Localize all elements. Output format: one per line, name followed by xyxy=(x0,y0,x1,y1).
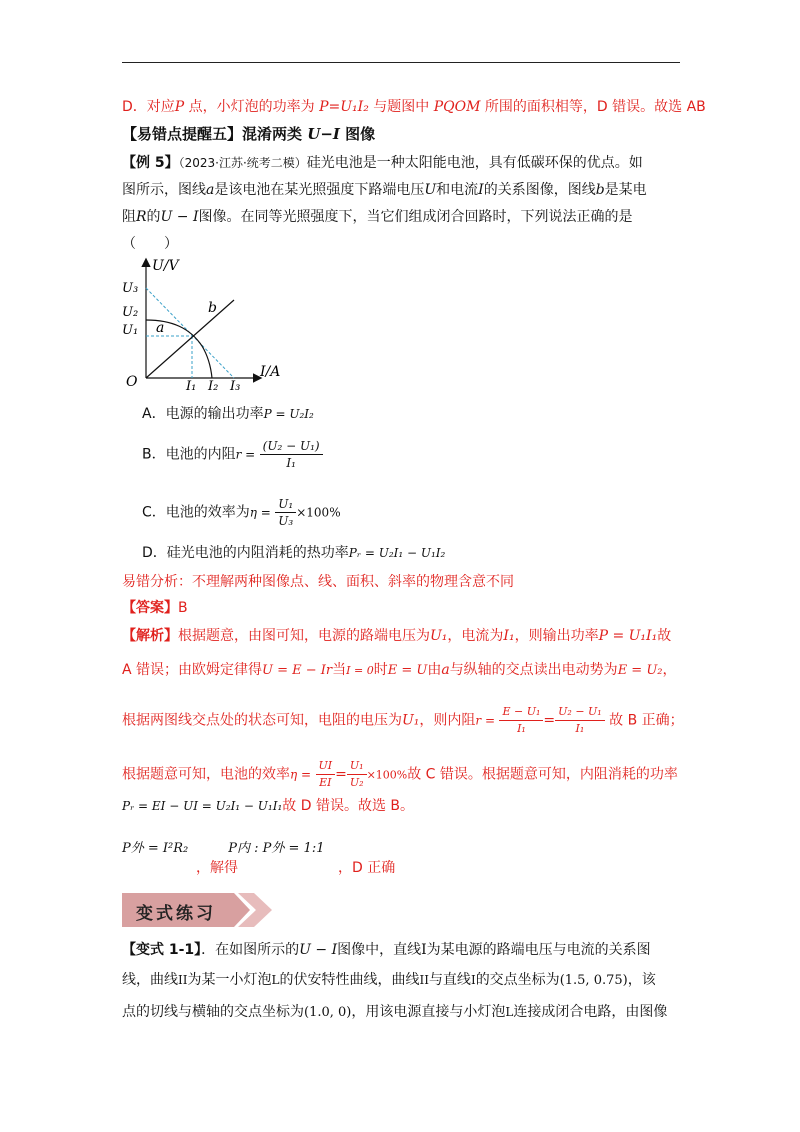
i2-label: I₂ xyxy=(208,379,219,390)
i1-label: I₁ xyxy=(186,379,197,390)
solution-line-2: A 错误；由欧姆定律得U = E − Ir当I = 0时E = U由a与纵轴的交点读出电动势为E = U₂， xyxy=(122,662,677,678)
option-d: D．硅光电池的内阻消耗的热功率Pᵣ = U₂I₁ − U₁I₂ xyxy=(142,545,446,561)
line-b xyxy=(146,300,234,378)
line-b-label: b xyxy=(208,300,217,316)
example-line-2: 图所示，图线a是该电池在某光照强度下路端电压U和电流I的关系图像，图线b是某电 xyxy=(122,182,647,198)
x-axis-label: I/A xyxy=(260,364,281,380)
origin-label: O xyxy=(126,374,138,390)
solution-formulas: P外 = I²R₂ P内 : P外 = 1:1 xyxy=(122,841,325,856)
option-b: B．电池的内阻r = $\frac{\text{(U₂ − U₁)}}{\text{I₁}}$ xyxy=(142,438,323,471)
ui-graph xyxy=(110,250,300,390)
solution-line-5: Pᵣ = EI − UI = U₂I₁ − U₁I₁故 D 错误。故选 B。 xyxy=(122,798,415,814)
solution-line-3: 根据两图线交点处的状态可知，电阻的电压为U₁，则内阻r = $\frac{\text{E − U₁}}{\text{I₁}}$ = $\frac{\text{U₂ − U₁}}{\text{I₁}}$ 故 B 正确； xyxy=(122,705,684,735)
option-c: C．电池的效率为η = $\frac{\text{U₁}}{\text{U₃}}$ ×100% xyxy=(142,497,341,528)
u1-label: U₁ xyxy=(122,323,139,338)
previous-option-d: D．对应P 点，小灯泡的功率为 P=U₁I₂ 与题图中 PQOM 所围的面积相等，D 错误。故选 AB xyxy=(122,99,706,115)
example-line-1: 【例 5】（2023·江苏·统考二模）硅光电池是一种太阳能电池，具有低碳环保的优点。如 xyxy=(122,155,643,171)
solution-line-4: 根据题意可知，电池的效率η = $\frac{UI}{EI}$ = $\frac{\text{U₁}}{\text{U₂}}$ ×100%故 C 错误。根据题意可知，内阻消耗的功率 xyxy=(122,759,678,789)
variant-line-1: 【变式 1-1】．在如图所示的U − I图像中，直线I为某电源的路端电压与电流的关系图 xyxy=(122,942,651,958)
option-a: A．电源的输出功率P = U₂I₂ xyxy=(142,406,314,422)
variant-line-2: 线，曲线II为某一小灯泡L的伏安特性曲线，曲线II与直线I的交点坐标为(1.5, 0.75)，该 xyxy=(122,972,656,988)
variant-line-3: 点的切线与横轴的交点坐标为(1.0, 0)，用该电源直接与小灯泡L连接成闭合电路，由图像 xyxy=(122,1004,668,1020)
answer-line: 【答案】B xyxy=(122,600,188,616)
u2-label: U₂ xyxy=(122,305,139,320)
i3-label: I₃ xyxy=(230,379,241,390)
y-axis-label: U/V xyxy=(152,258,179,274)
mistake-analysis: 易错分析：不理解两种图像点、线、面积、斜率的物理含意不同 xyxy=(122,574,514,590)
banner-title: 变式练习 xyxy=(136,904,216,924)
u3-label: U₃ xyxy=(122,281,139,296)
header-rule xyxy=(122,62,680,63)
section-heading: 【易错点提醒五】混淆两类 U−I 图像 xyxy=(122,125,376,143)
solution-line-1: 【解析】根据题意，由图可知，电源的路端电压为U₁，电流为I₁，则输出功率P = U₁I₁故 xyxy=(122,628,672,644)
answer-paren: （ ） xyxy=(122,236,178,252)
curve-a-label: a xyxy=(156,320,165,336)
solution-line-6: ，解得 ，D 正确 xyxy=(196,860,396,876)
example-line-3: 阻R的U − I图像。在同等光照强度下，当它们组成闭合回路时，下列说法正确的是 xyxy=(122,209,633,225)
